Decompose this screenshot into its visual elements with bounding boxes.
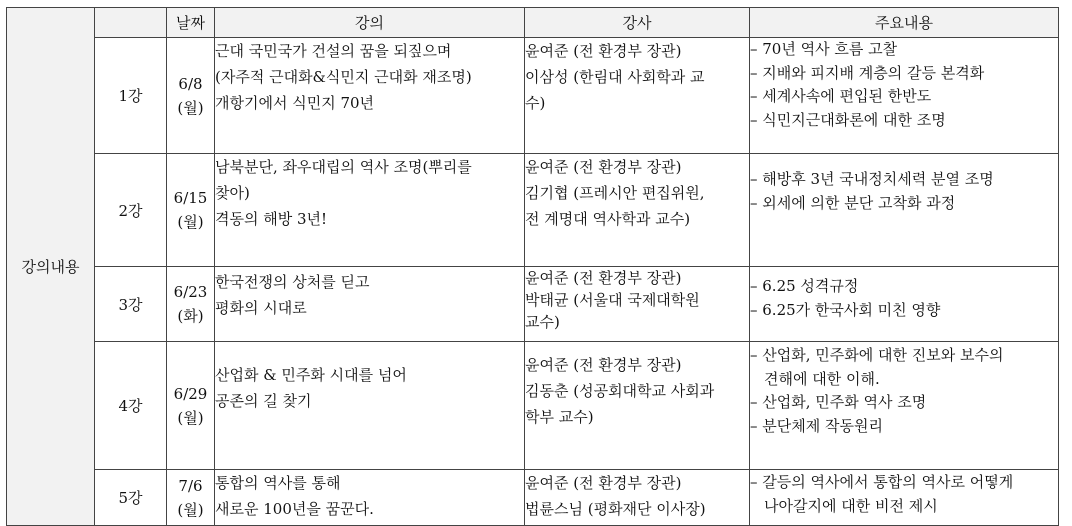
lecture-title bbox=[215, 267, 525, 342]
lecture-date bbox=[167, 38, 215, 154]
content-cell bbox=[750, 342, 1059, 470]
lecturer-line: 김기협 (프레시안 편집위원, bbox=[525, 184, 705, 202]
table-row bbox=[7, 38, 1059, 154]
lecture-title bbox=[215, 470, 525, 526]
content-cell bbox=[750, 38, 1059, 154]
date-day: 6/15 bbox=[173, 189, 208, 207]
content-bullet-continuation: 견해에 대한 이해. bbox=[764, 369, 880, 388]
lecturer-line: 학부 교수) bbox=[525, 408, 594, 426]
title-line: 개항기에서 식민지 70년 bbox=[215, 94, 375, 112]
date-weekday: (월) bbox=[177, 98, 204, 117]
content-cell bbox=[750, 267, 1059, 342]
content-bullet: – 갈등의 역사에서 통합의 역사로 어떻게 bbox=[750, 473, 1014, 491]
content-bullet: – 산업화, 민주화에 대한 진보와 보수의 bbox=[750, 346, 1004, 364]
lecture-date bbox=[167, 154, 215, 267]
date-day: 6/23 bbox=[173, 283, 208, 301]
lecturer-cell bbox=[525, 470, 750, 526]
lecture-number: 1강 bbox=[95, 38, 167, 154]
lecturer-cell bbox=[525, 154, 750, 267]
lecturer-line: 교수) bbox=[525, 313, 560, 331]
content-bullet: – 70년 역사 흐름 고찰 bbox=[750, 40, 898, 58]
lecturer-line: 김동춘 (성공회대학교 사회과 bbox=[525, 382, 715, 400]
lecturer-line: 전 계명대 역사학과 교수) bbox=[525, 210, 691, 228]
content-bullet: – 지배와 피지배 계층의 갈등 본격화 bbox=[750, 63, 985, 82]
lecturer-line: 윤여준 (전 환경부 장관) bbox=[525, 356, 682, 374]
content-bullet: – 6.25 성격규정 bbox=[750, 277, 859, 295]
content-cell bbox=[750, 154, 1059, 267]
table-row bbox=[7, 154, 1059, 267]
content-bullet: – 식민지근대화론에 대한 조명 bbox=[750, 110, 946, 129]
lecture-schedule-table bbox=[6, 7, 1059, 526]
date-day: 6/29 bbox=[173, 384, 208, 403]
title-line: 공존의 길 찾기 bbox=[215, 392, 312, 410]
lecturer-line: 법륜스님 (평화재단 이사장) bbox=[525, 500, 706, 518]
content-cell bbox=[750, 470, 1059, 526]
lecturer-line: 윤여준 (전 환경부 장관) bbox=[525, 42, 682, 60]
title-line: 평화의 시대로 bbox=[215, 299, 307, 317]
table-row bbox=[7, 267, 1059, 342]
lecturer-line: 윤여준 (전 환경부 장관) bbox=[525, 269, 682, 287]
date-day: 6/8 bbox=[178, 74, 203, 93]
header-lecturer: 강사 bbox=[525, 8, 750, 38]
side-label: 강의내용 bbox=[7, 8, 95, 526]
header-content: 주요내용 bbox=[750, 8, 1059, 38]
date-weekday: (월) bbox=[177, 213, 204, 231]
lecturer-line: 윤여준 (전 환경부 장관) bbox=[525, 158, 682, 176]
lecturer-line: 박태균 (서울대 국제대학원 bbox=[525, 291, 700, 309]
lecture-title bbox=[215, 154, 525, 267]
title-line: 한국전쟁의 상처를 딛고 bbox=[215, 273, 370, 291]
title-line: (자주적 근대화&식민지 근대화 재조명) bbox=[215, 68, 472, 86]
title-line: 근대 국민국가 건설의 꿈을 되짚으며 bbox=[215, 42, 452, 60]
lecture-date bbox=[167, 267, 215, 342]
lecture-date bbox=[167, 470, 215, 526]
header-date: 날짜 bbox=[167, 8, 215, 38]
lecture-number: 4강 bbox=[95, 342, 167, 470]
header-lecture: 강의 bbox=[215, 8, 525, 38]
lecturer-cell bbox=[525, 38, 750, 154]
content-bullet-continuation: 나아갈지에 대한 비전 제시 bbox=[764, 496, 938, 515]
lecture-title bbox=[215, 342, 525, 470]
content-bullet: – 분단체제 작동원리 bbox=[750, 416, 883, 435]
title-line: 새로운 100년을 꿈꾼다. bbox=[215, 500, 374, 518]
content-bullet: – 산업화, 민주화 역사 조명 bbox=[750, 393, 927, 411]
lecturer-line: 수) bbox=[525, 94, 546, 112]
lecture-date bbox=[167, 342, 215, 470]
header-row bbox=[7, 8, 1059, 38]
lecture-number: 3강 bbox=[95, 267, 167, 342]
lecturer-cell bbox=[525, 342, 750, 470]
title-line: 통합의 역사를 통해 bbox=[215, 474, 341, 492]
lecturer-cell bbox=[525, 267, 750, 342]
date-weekday: (월) bbox=[177, 500, 204, 519]
content-bullet: – 해방후 3년 국내정치세력 분열 조명 bbox=[750, 170, 994, 188]
title-line: 산업화 & 민주화 시대를 넘어 bbox=[215, 366, 407, 384]
content-bullet: – 세계사속에 편입된 한반도 bbox=[750, 87, 932, 105]
table-row bbox=[7, 342, 1059, 470]
date-day: 7/6 bbox=[178, 476, 203, 495]
table-row bbox=[7, 470, 1059, 526]
date-weekday: (화) bbox=[177, 307, 204, 325]
lecturer-line: 윤여준 (전 환경부 장관) bbox=[525, 474, 682, 492]
title-line: 격동의 해방 3년! bbox=[215, 210, 328, 228]
lecture-number: 2강 bbox=[95, 154, 167, 267]
content-bullet: – 외세에 의한 분단 고착화 과정 bbox=[750, 193, 956, 212]
lecture-title bbox=[215, 38, 525, 154]
lecturer-line: 이삼성 (한림대 사회학과 교 bbox=[525, 68, 705, 86]
title-line: 찾아) bbox=[215, 184, 250, 202]
date-weekday: (월) bbox=[177, 408, 204, 427]
content-bullet: – 6.25가 한국사회 미친 영향 bbox=[750, 300, 941, 319]
lecture-number: 5강 bbox=[95, 470, 167, 526]
header-number bbox=[95, 8, 167, 38]
title-line: 남북분단, 좌우대립의 역사 조명(뿌리를 bbox=[215, 158, 472, 176]
